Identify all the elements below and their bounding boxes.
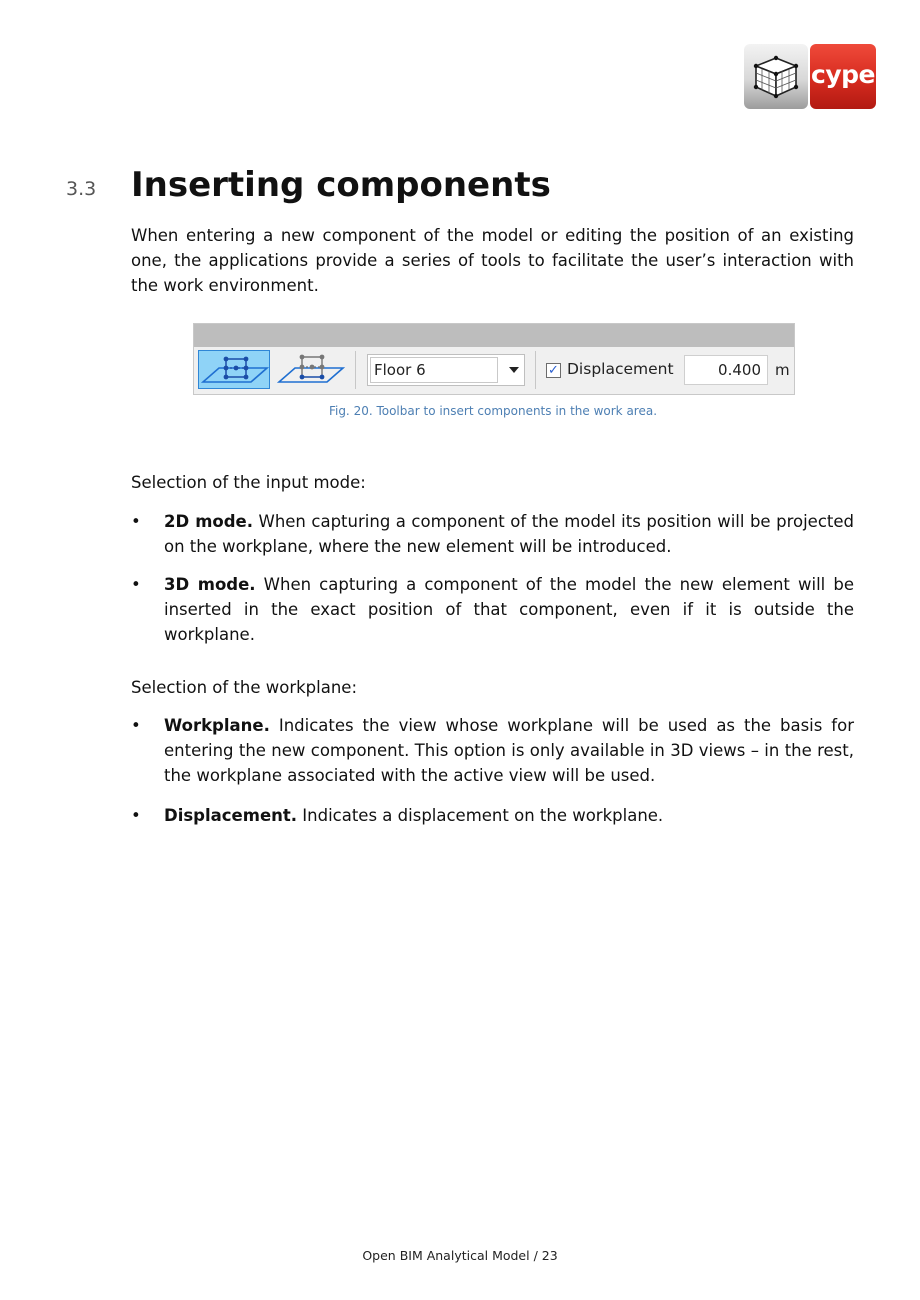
list-item bbox=[131, 509, 854, 559]
page-footer: Open BIM Analytical Model / 23 bbox=[362, 1248, 558, 1263]
bullet-icon: • bbox=[131, 575, 141, 594]
displacement-unit: m bbox=[775, 361, 790, 379]
house-cube-icon bbox=[744, 44, 808, 109]
list-item bbox=[131, 572, 854, 647]
bullet-text: Indicates the view whose workplane will be used as the basis for entering the new component. This option is only available in 3D views – in the rest, the workplane associated with the active view will be used. bbox=[164, 716, 854, 785]
toolbar-separator bbox=[355, 351, 356, 389]
bullet-icon: • bbox=[131, 512, 141, 531]
toolbar-separator bbox=[535, 351, 536, 389]
displacement-input[interactable]: 0.400 bbox=[684, 355, 768, 385]
floor-select[interactable] bbox=[367, 354, 525, 386]
bullet-term: 2D mode. bbox=[164, 512, 253, 531]
bullet-term: 3D mode. bbox=[164, 575, 256, 594]
workplane-2d-icon bbox=[199, 351, 269, 388]
floor-select-value: Floor 6 bbox=[370, 357, 498, 383]
workplane-3d-icon bbox=[275, 351, 345, 388]
displacement-label: Displacement bbox=[567, 360, 674, 378]
displacement-checkbox[interactable]: ✓ bbox=[546, 363, 561, 378]
bullet-icon: • bbox=[131, 716, 141, 735]
mode-2d-button[interactable] bbox=[198, 350, 270, 389]
toolbar-title-band bbox=[194, 324, 794, 347]
cype-brand-mark: cype bbox=[810, 44, 876, 109]
insert-components-toolbar bbox=[193, 323, 795, 395]
list-item bbox=[131, 803, 854, 828]
mode-3d-button[interactable] bbox=[274, 350, 346, 389]
bullet-icon: • bbox=[131, 806, 141, 825]
workplane-lead: Selection of the workplane: bbox=[131, 678, 358, 697]
chevron-down-icon[interactable] bbox=[509, 367, 519, 373]
cype-logo bbox=[744, 44, 876, 110]
page-title: Inserting components bbox=[131, 165, 551, 205]
bullet-term: Workplane. bbox=[164, 716, 270, 735]
intro-paragraph: When entering a new component of the model or editing the position of an existing one, the applications provide a series of tools to facilitate the user’s interaction with the work environment. bbox=[131, 226, 854, 295]
bullet-text: When capturing a component of the model its position will be projected on the workplane, where the new element will be introduced. bbox=[164, 512, 854, 556]
section-number: 3.3 bbox=[66, 178, 97, 200]
list-item bbox=[131, 713, 854, 788]
bullet-text: When capturing a component of the model the new element will be inserted in the exact position of that component, even if it is outside the workplane. bbox=[164, 575, 854, 644]
input-mode-lead: Selection of the input mode: bbox=[131, 473, 366, 492]
figure-caption: Fig. 20. Toolbar to insert components in the work area. bbox=[328, 404, 658, 418]
bullet-text: Indicates a displacement on the workplane. bbox=[297, 806, 664, 825]
bullet-term: Displacement. bbox=[164, 806, 298, 825]
